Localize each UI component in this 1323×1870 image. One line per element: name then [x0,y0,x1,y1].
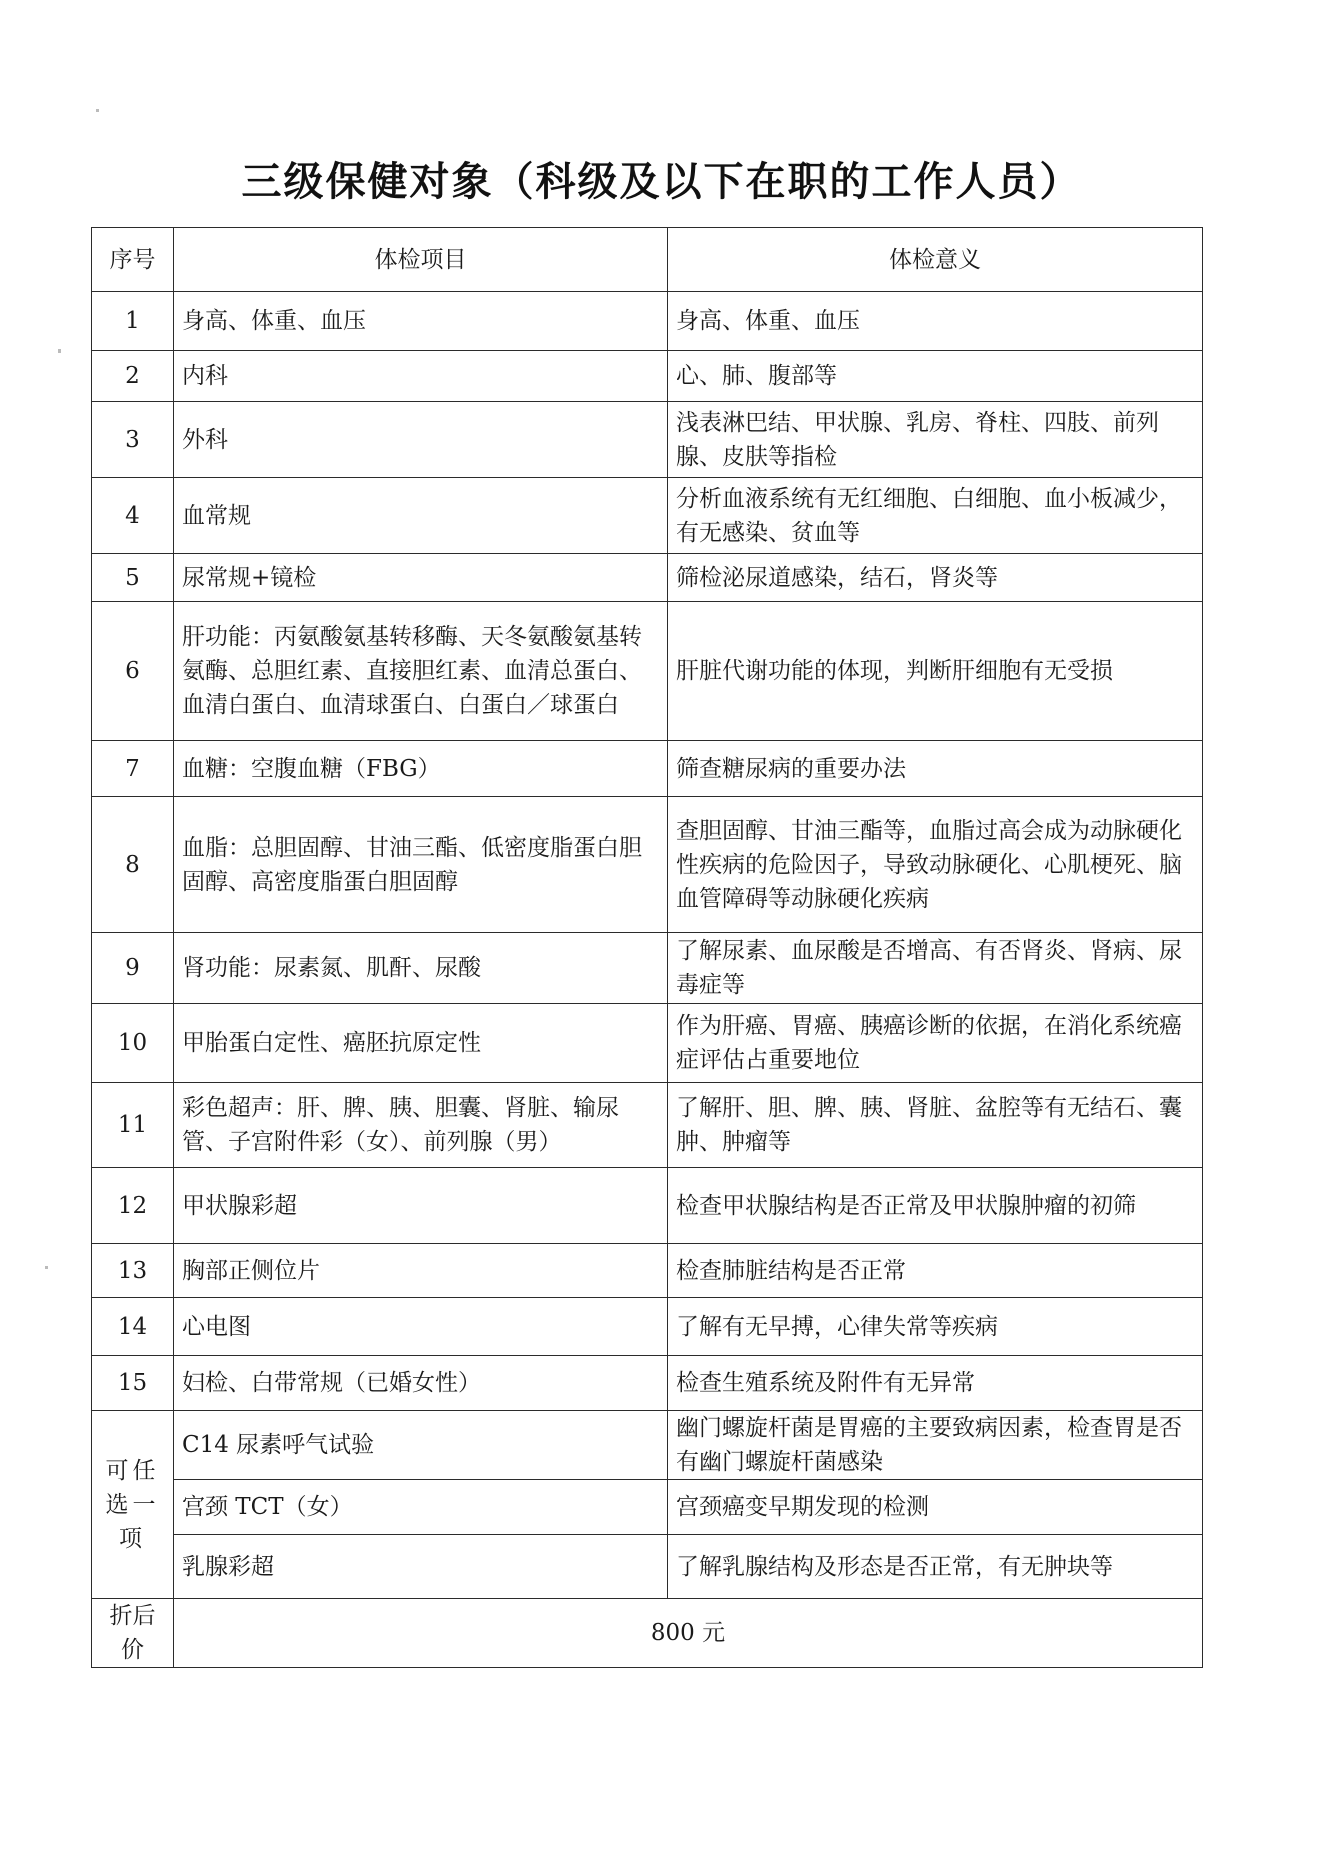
table-row [92,402,1203,478]
exam-item: C14 尿素呼气试验 [174,1411,668,1480]
exam-meaning: 了解乳腺结构及形态是否正常，有无肿块等 [668,1535,1203,1599]
exam-meaning: 肝脏代谢功能的体现，判断肝细胞有无受损 [668,602,1203,741]
table-row [92,1168,1203,1244]
table-row [92,1244,1203,1298]
price-value: 800 元 [174,1599,1203,1668]
exam-item: 心电图 [174,1298,668,1356]
row-number: 9 [92,933,174,1004]
row-number: 6 [92,602,174,741]
exam-meaning: 分析血液系统有无红细胞、白细胞、血小板减少，有无感染、贫血等 [668,478,1203,554]
exam-meaning: 筛查糖尿病的重要办法 [668,741,1203,797]
table-row [92,478,1203,554]
table-row [92,602,1203,741]
row-number: 13 [92,1244,174,1298]
exam-meaning: 心、肺、腹部等 [668,351,1203,402]
header-no: 序号 [92,228,174,292]
page-title: 三级保健对象（科级及以下在职的工作人员） [241,159,1082,205]
row-number: 12 [92,1168,174,1244]
row-number: 3 [92,402,174,478]
table-row [92,1004,1203,1083]
exam-item: 肝功能：丙氨酸氨基转移酶、天冬氨酸氨基转氨酶、总胆红素、直接胆红素、血清总蛋白、血清白蛋白、血清球蛋白、白蛋白／球蛋白 [174,602,668,741]
exam-meaning: 了解肝、胆、脾、胰、肾脏、盆腔等有无结石、囊肿、肿瘤等 [668,1083,1203,1168]
exam-item: 内科 [174,351,668,402]
exam-meaning: 宫颈癌变早期发现的检测 [668,1480,1203,1535]
exam-item: 甲状腺彩超 [174,1168,668,1244]
header-meaning: 体检意义 [668,228,1203,292]
table-row [92,1298,1203,1356]
price-row [92,1599,1203,1668]
table-row [92,554,1203,602]
exam-item: 身高、体重、血压 [174,292,668,351]
scan-speck [45,1266,48,1269]
exam-meaning: 筛检泌尿道感染，结石，肾炎等 [668,554,1203,602]
exam-item: 外科 [174,402,668,478]
row-number: 1 [92,292,174,351]
exam-meaning: 检查肺脏结构是否正常 [668,1244,1203,1298]
table-row [92,292,1203,351]
exam-item: 血常规 [174,478,668,554]
table-row [92,1356,1203,1411]
exam-meaning: 身高、体重、血压 [668,292,1203,351]
row-number: 7 [92,741,174,797]
exam-meaning: 检查生殖系统及附件有无异常 [668,1356,1203,1411]
row-number: 2 [92,351,174,402]
row-number: 15 [92,1356,174,1411]
exam-item: 胸部正侧位片 [174,1244,668,1298]
table-row [92,351,1203,402]
exam-item: 血糖：空腹血糖（FBG） [174,741,668,797]
row-number: 11 [92,1083,174,1168]
exam-item: 妇检、白带常规（已婚女性） [174,1356,668,1411]
exam-item: 宫颈 TCT（女） [174,1480,668,1535]
optional-row [92,1411,1203,1480]
exam-meaning: 了解有无早搏，心律失常等疾病 [668,1298,1203,1356]
row-number: 5 [92,554,174,602]
table-row [92,797,1203,933]
exam-item: 血脂：总胆固醇、甘油三酯、低密度脂蛋白胆固醇、高密度脂蛋白胆固醇 [174,797,668,933]
scan-speck [58,349,61,353]
exam-meaning: 作为肝癌、胃癌、胰癌诊断的依据，在消化系统癌症评估占重要地位 [668,1004,1203,1083]
exam-meaning: 检查甲状腺结构是否正常及甲状腺肿瘤的初筛 [668,1168,1203,1244]
exam-table [91,227,1203,1668]
exam-meaning: 了解尿素、血尿酸是否增高、有否肾炎、肾病、尿毒症等 [668,933,1203,1004]
table-row [92,933,1203,1004]
exam-item: 尿常规+镜检 [174,554,668,602]
row-number: 14 [92,1298,174,1356]
table-header-row [92,228,1203,292]
price-label: 折后价 [92,1599,174,1668]
exam-meaning: 幽门螺旋杆菌是胃癌的主要致病因素，检查胃是否有幽门螺旋杆菌感染 [668,1411,1203,1480]
optional-label: 可任选一项 [92,1411,174,1599]
exam-item: 乳腺彩超 [174,1535,668,1599]
exam-item: 彩色超声：肝、脾、胰、胆囊、肾脏、输尿管、子宫附件彩（女）、前列腺（男） [174,1083,668,1168]
table-row [92,741,1203,797]
header-item: 体检项目 [174,228,668,292]
exam-meaning: 浅表淋巴结、甲状腺、乳房、脊柱、四肢、前列腺、皮肤等指检 [668,402,1203,478]
table-row [92,1083,1203,1168]
exam-item: 肾功能：尿素氮、肌酐、尿酸 [174,933,668,1004]
exam-item: 甲胎蛋白定性、癌胚抗原定性 [174,1004,668,1083]
row-number: 10 [92,1004,174,1083]
optional-row [92,1535,1203,1599]
scan-speck [96,109,99,112]
row-number: 4 [92,478,174,554]
exam-meaning: 查胆固醇、甘油三酯等，血脂过高会成为动脉硬化性疾病的危险因子，导致动脉硬化、心肌梗死、脑血管障碍等动脉硬化疾病 [668,797,1203,933]
optional-row [92,1480,1203,1535]
row-number: 8 [92,797,174,933]
